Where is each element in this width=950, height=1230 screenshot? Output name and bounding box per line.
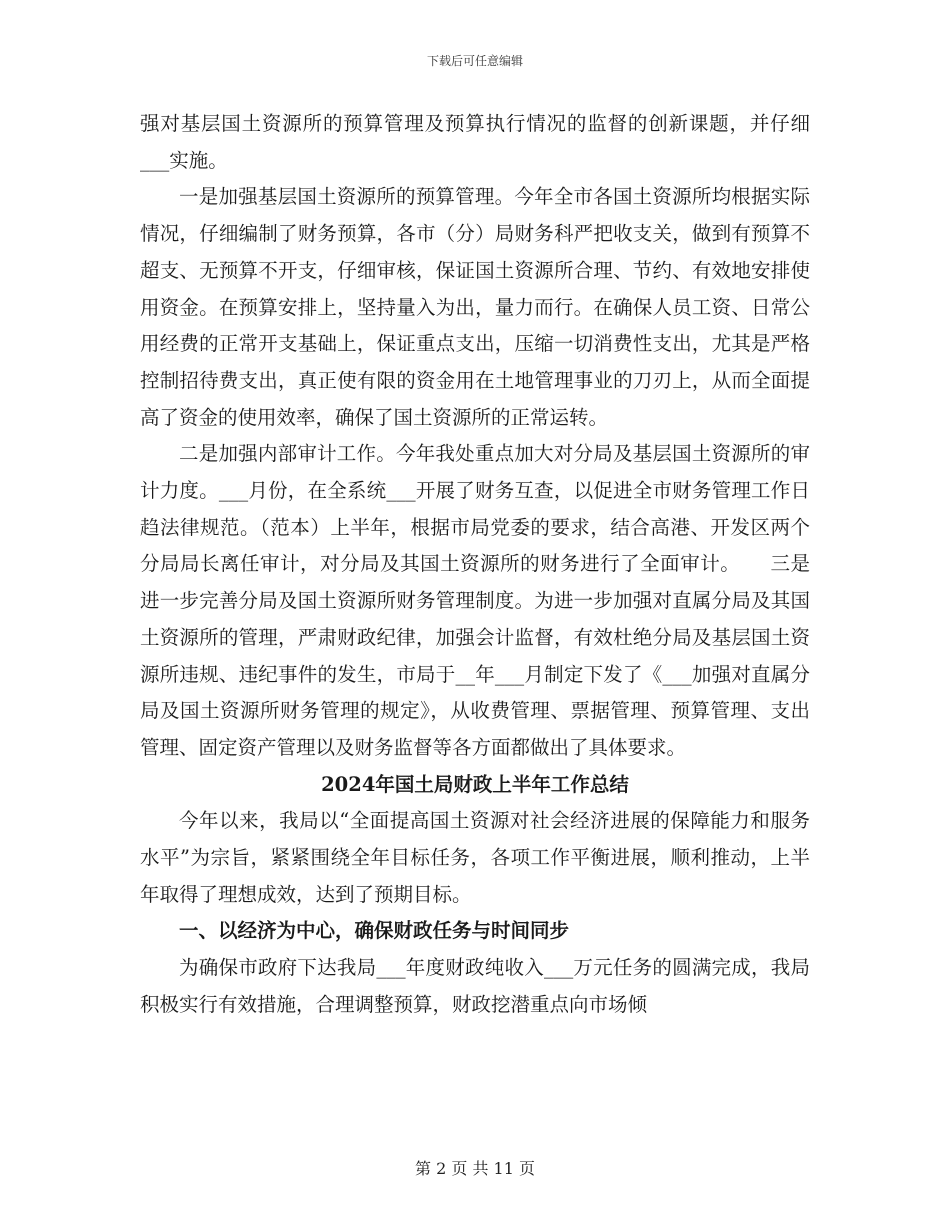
page-number: 第 2 页 共 11 页 (415, 1159, 535, 1178)
paragraph-intro: 今年以来，我局以“全面提高国土资源对社会经济进展的保障能力和服务水平”为宗旨，紧紧围绕全年目标任务，各项工作平衡进展，顺利推动，上半年取得了理想成效，达到了预期目标。 (140, 809, 810, 906)
document-body (140, 106, 810, 1024)
section-heading: 一、以经济为中心，确保财政任务与时间同步 (179, 919, 570, 943)
document-title: 2024年国土局财政上半年工作总结 (321, 772, 629, 796)
paragraph-internal-audit: 二是加强内部审计工作。今年我处重点加大对分局及基层国土资源所的审计力度。___月份，在全系统___开展了财务互查，以促进全市财务管理工作日趋法律规范。（范本）上半年，根据市局党委的要求，结合高港、开发区两个分局局长离任审计，对分局及其国土资源所的财务进行了全面审计。 三是进一步完善分局及国土资源所财务管理制度。为进一步加强对直属分局及其国土资源所的管理，严肃财政纪律，加强会计监督，有效杜绝分局及基层国土资源所违规、违纪事件的发生，市局于__年___月制定下发了《___加强对直属分局及国土资源所财务管理的规定》，从收费管理、票据管理、预算管理、支出管理、固定资产管理以及财务监督等各方面都做出了具体要求。 (140, 442, 810, 759)
paragraph-finance-task: 为确保市政府下达我局___年度财政纯收入___万元任务的圆满完成，我局积极实行有效措施，合理调整预算，财政挖潜重点向市场倾 (140, 956, 810, 1016)
page-header: 下载后可任意编辑 (426, 54, 523, 68)
paragraph-budget-management: 一是加强基层国土资源所的预算管理。今年全市各国土资源所均根据实际情况，仔细编制了财务预算，各市（分）局财务科严把收支关，做到有预算不超支、无预算不开支，仔细审核，保证国土资源所合理、节约、有效地安排使用资金。在预算安排上，坚持量入为出，量力而行。在确保人员工资、日常公用经费的正常开支基础上，保证重点支出，压缩一切消费性支出，尤其是严格控制招待费支出，真正使有限的资金用在土地管理事业的刀刃上，从而全面提高了资金的使用效率，确保了国土资源所的正常运转。 (140, 185, 810, 429)
paragraph-continuation: 强对基层国土资源所的预算管理及预算执行情况的监督的创新课题，并仔细___实施。 (140, 112, 810, 172)
